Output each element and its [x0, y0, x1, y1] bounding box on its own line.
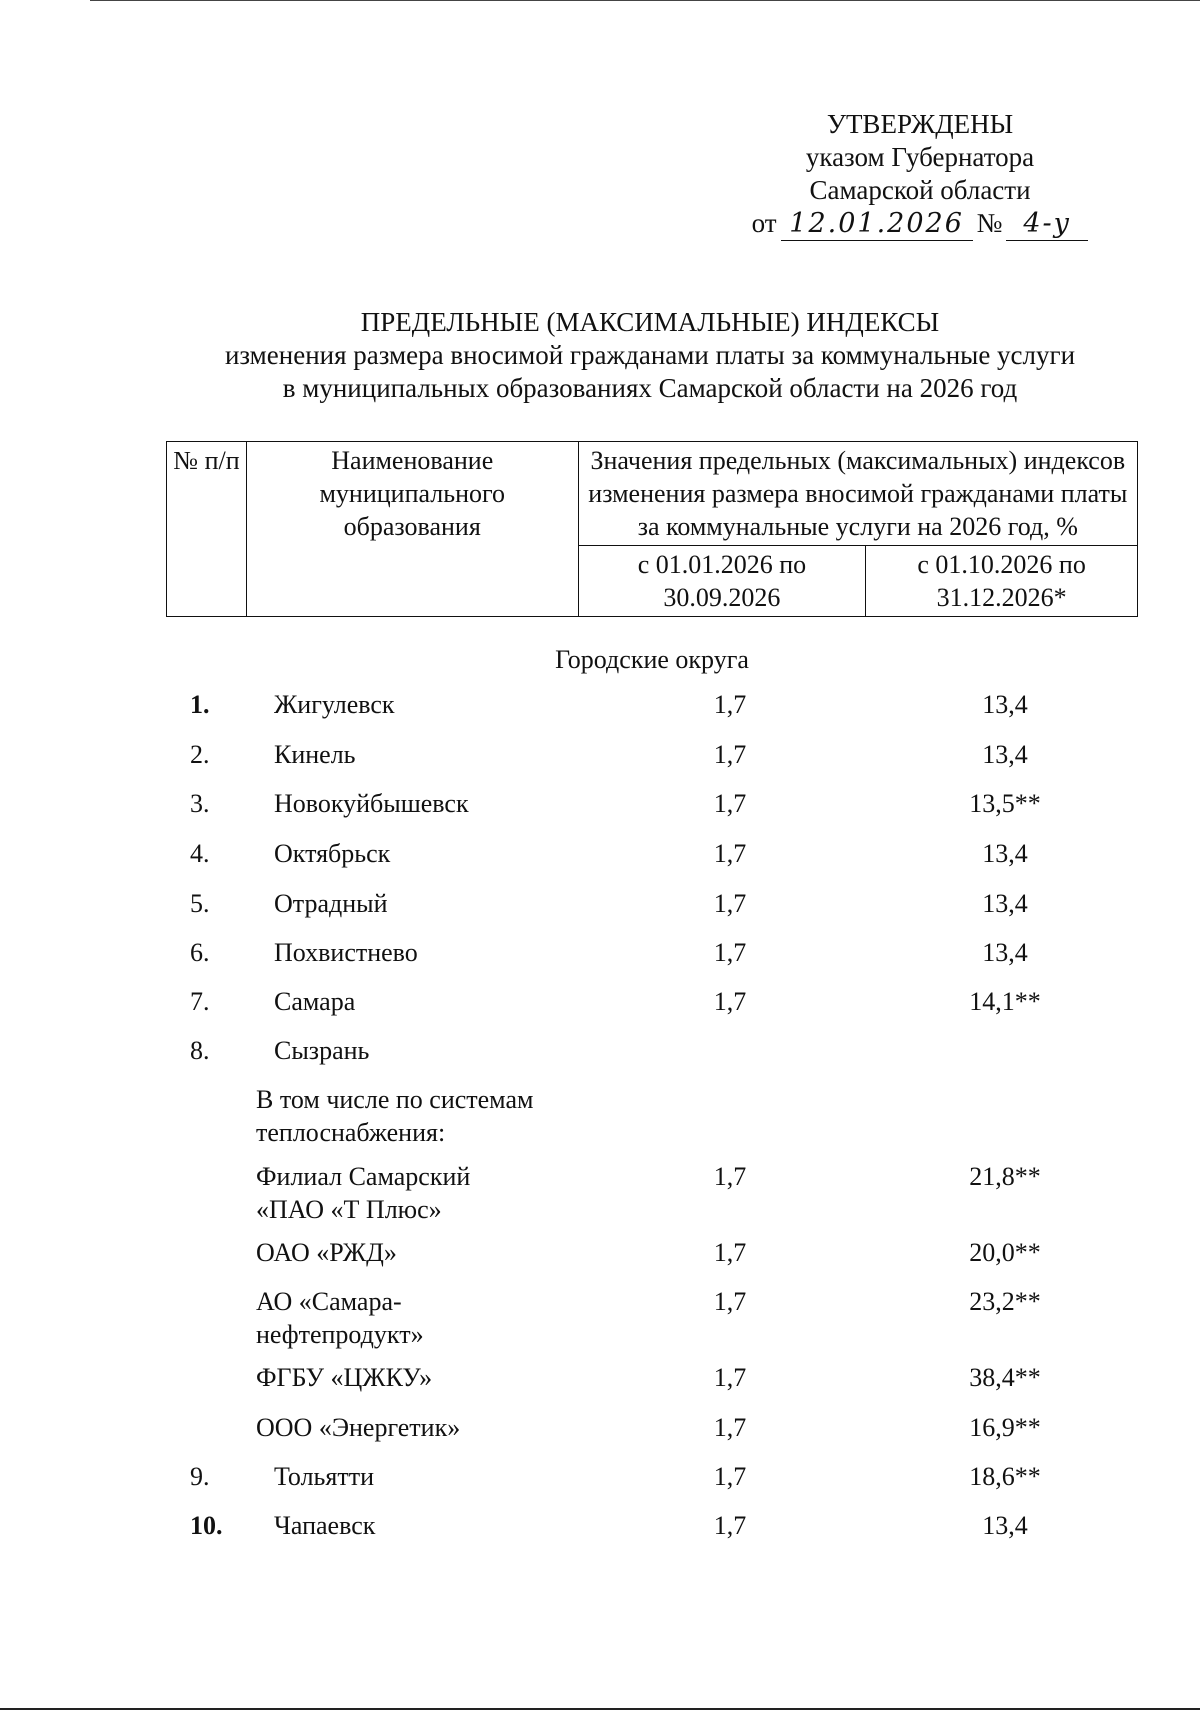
header-period-2: с 01.10.2026 по 31.12.2026* — [866, 546, 1138, 617]
row-number: 6. — [190, 938, 210, 967]
row-number: 9. — [190, 1462, 210, 1491]
row-number: 4. — [190, 839, 210, 868]
row-name: Сызрань — [274, 1036, 370, 1065]
row-value-period-2: 38,4** — [969, 1363, 1041, 1392]
row-value-period-2: 13,4 — [982, 690, 1028, 719]
row-value-period-2: 13,4 — [982, 938, 1028, 967]
row-value-period-2: 21,8** — [969, 1162, 1041, 1191]
row-value-period-1: 1,7 — [713, 938, 747, 967]
row-number: 10. — [190, 1511, 223, 1540]
row-value-period-2: 13,5** — [969, 789, 1041, 818]
date-prefix: от — [751, 208, 777, 238]
row-value-period-2: 18,6** — [969, 1462, 1041, 1491]
row-name: Филиал Самарский «ПАО «Т Плюс» — [256, 1162, 471, 1224]
row-number: 7. — [190, 987, 210, 1016]
row-value-period-1: 1,7 — [713, 987, 747, 1016]
row-name: Кинель — [274, 740, 356, 769]
title-line-1: ПРЕДЕЛЬНЫЕ (МАКСИМАЛЬНЫЕ) ИНДЕКСЫ — [360, 307, 940, 337]
row-name: ООО «Энергетик» — [256, 1413, 461, 1442]
header-name: Наименование муниципального образования — [246, 442, 578, 617]
approval-line-1: УТВЕРЖДЕНЫ — [826, 109, 1014, 139]
row-name: Октябрьск — [274, 839, 391, 868]
row-value-period-1: 1,7 — [713, 1287, 747, 1316]
section-title: Городские округа — [555, 645, 749, 674]
approval-line-2: указом Губернатора — [805, 142, 1035, 172]
row-value-period-1: 1,7 — [713, 789, 747, 818]
row-number: 5. — [190, 889, 210, 918]
row-value-period-1: 1,7 — [713, 740, 747, 769]
row-value-period-2: 23,2** — [969, 1287, 1041, 1316]
row-value-period-2: 20,0** — [969, 1238, 1041, 1267]
row-name: Отрадный — [274, 889, 388, 918]
row-name: Чапаевск — [274, 1511, 376, 1540]
row-name: Самара — [274, 987, 356, 1016]
row-value-period-1: 1,7 — [713, 1162, 747, 1191]
header-values: Значения предельных (максимальных) индексов изменения размера вносимой гражданами платы за коммунальные услуги на 2026 год, % — [578, 442, 1137, 546]
row-name: Тольятти — [274, 1462, 375, 1491]
row-name: Новокуйбышевск — [274, 789, 469, 818]
row-value-period-1: 1,7 — [713, 1238, 747, 1267]
row-name: Жигулевск — [274, 690, 395, 719]
row-value-period-1: 1,7 — [713, 1413, 747, 1442]
row-value-period-1: 1,7 — [713, 1363, 747, 1392]
row-value-period-2: 13,4 — [982, 839, 1028, 868]
handwritten-number: 4-у — [1006, 207, 1088, 241]
row-value-period-2: 13,4 — [982, 1511, 1028, 1540]
row-name: ОАО «РЖД» — [256, 1238, 397, 1267]
row-name: Похвистнево — [274, 938, 418, 967]
row-value-period-1: 1,7 — [713, 1511, 747, 1540]
row-number: 3. — [190, 789, 210, 818]
row-value-period-2: 16,9** — [969, 1413, 1041, 1442]
scan-edge-bottom — [0, 1708, 1200, 1710]
title-line-2: изменения размера вносимой гражданами платы за коммунальные услуги — [224, 340, 1076, 370]
row-number: 1. — [190, 690, 210, 719]
row-value-period-1: 1,7 — [713, 1462, 747, 1491]
row-number: 8. — [190, 1036, 210, 1065]
number-prefix: № — [976, 208, 1003, 238]
row-value-period-2: 13,4 — [982, 740, 1028, 769]
row-value-period-1: 1,7 — [713, 839, 747, 868]
handwritten-date: 12.01.2026 — [781, 207, 973, 241]
row-name: ФГБУ «ЦЖКУ» — [256, 1363, 433, 1392]
row-value-period-1: 1,7 — [713, 690, 747, 719]
row-value-period-2: 13,4 — [982, 889, 1028, 918]
approval-line-3: Самарской области — [809, 175, 1031, 205]
row-value-period-1: 1,7 — [713, 889, 747, 918]
row-name: АО «Самара-нефтепродукт» — [256, 1287, 424, 1349]
row-name: В том числе по системам теплоснабжения: — [256, 1085, 534, 1147]
row-number: 2. — [190, 740, 210, 769]
row-value-period-2: 14,1** — [969, 987, 1041, 1016]
header-period-1: с 01.01.2026 по 30.09.2026 — [578, 546, 866, 617]
title-line-3: в муниципальных образованиях Самарской области на 2026 год — [282, 373, 1018, 403]
header-num: № п/п — [167, 442, 247, 617]
